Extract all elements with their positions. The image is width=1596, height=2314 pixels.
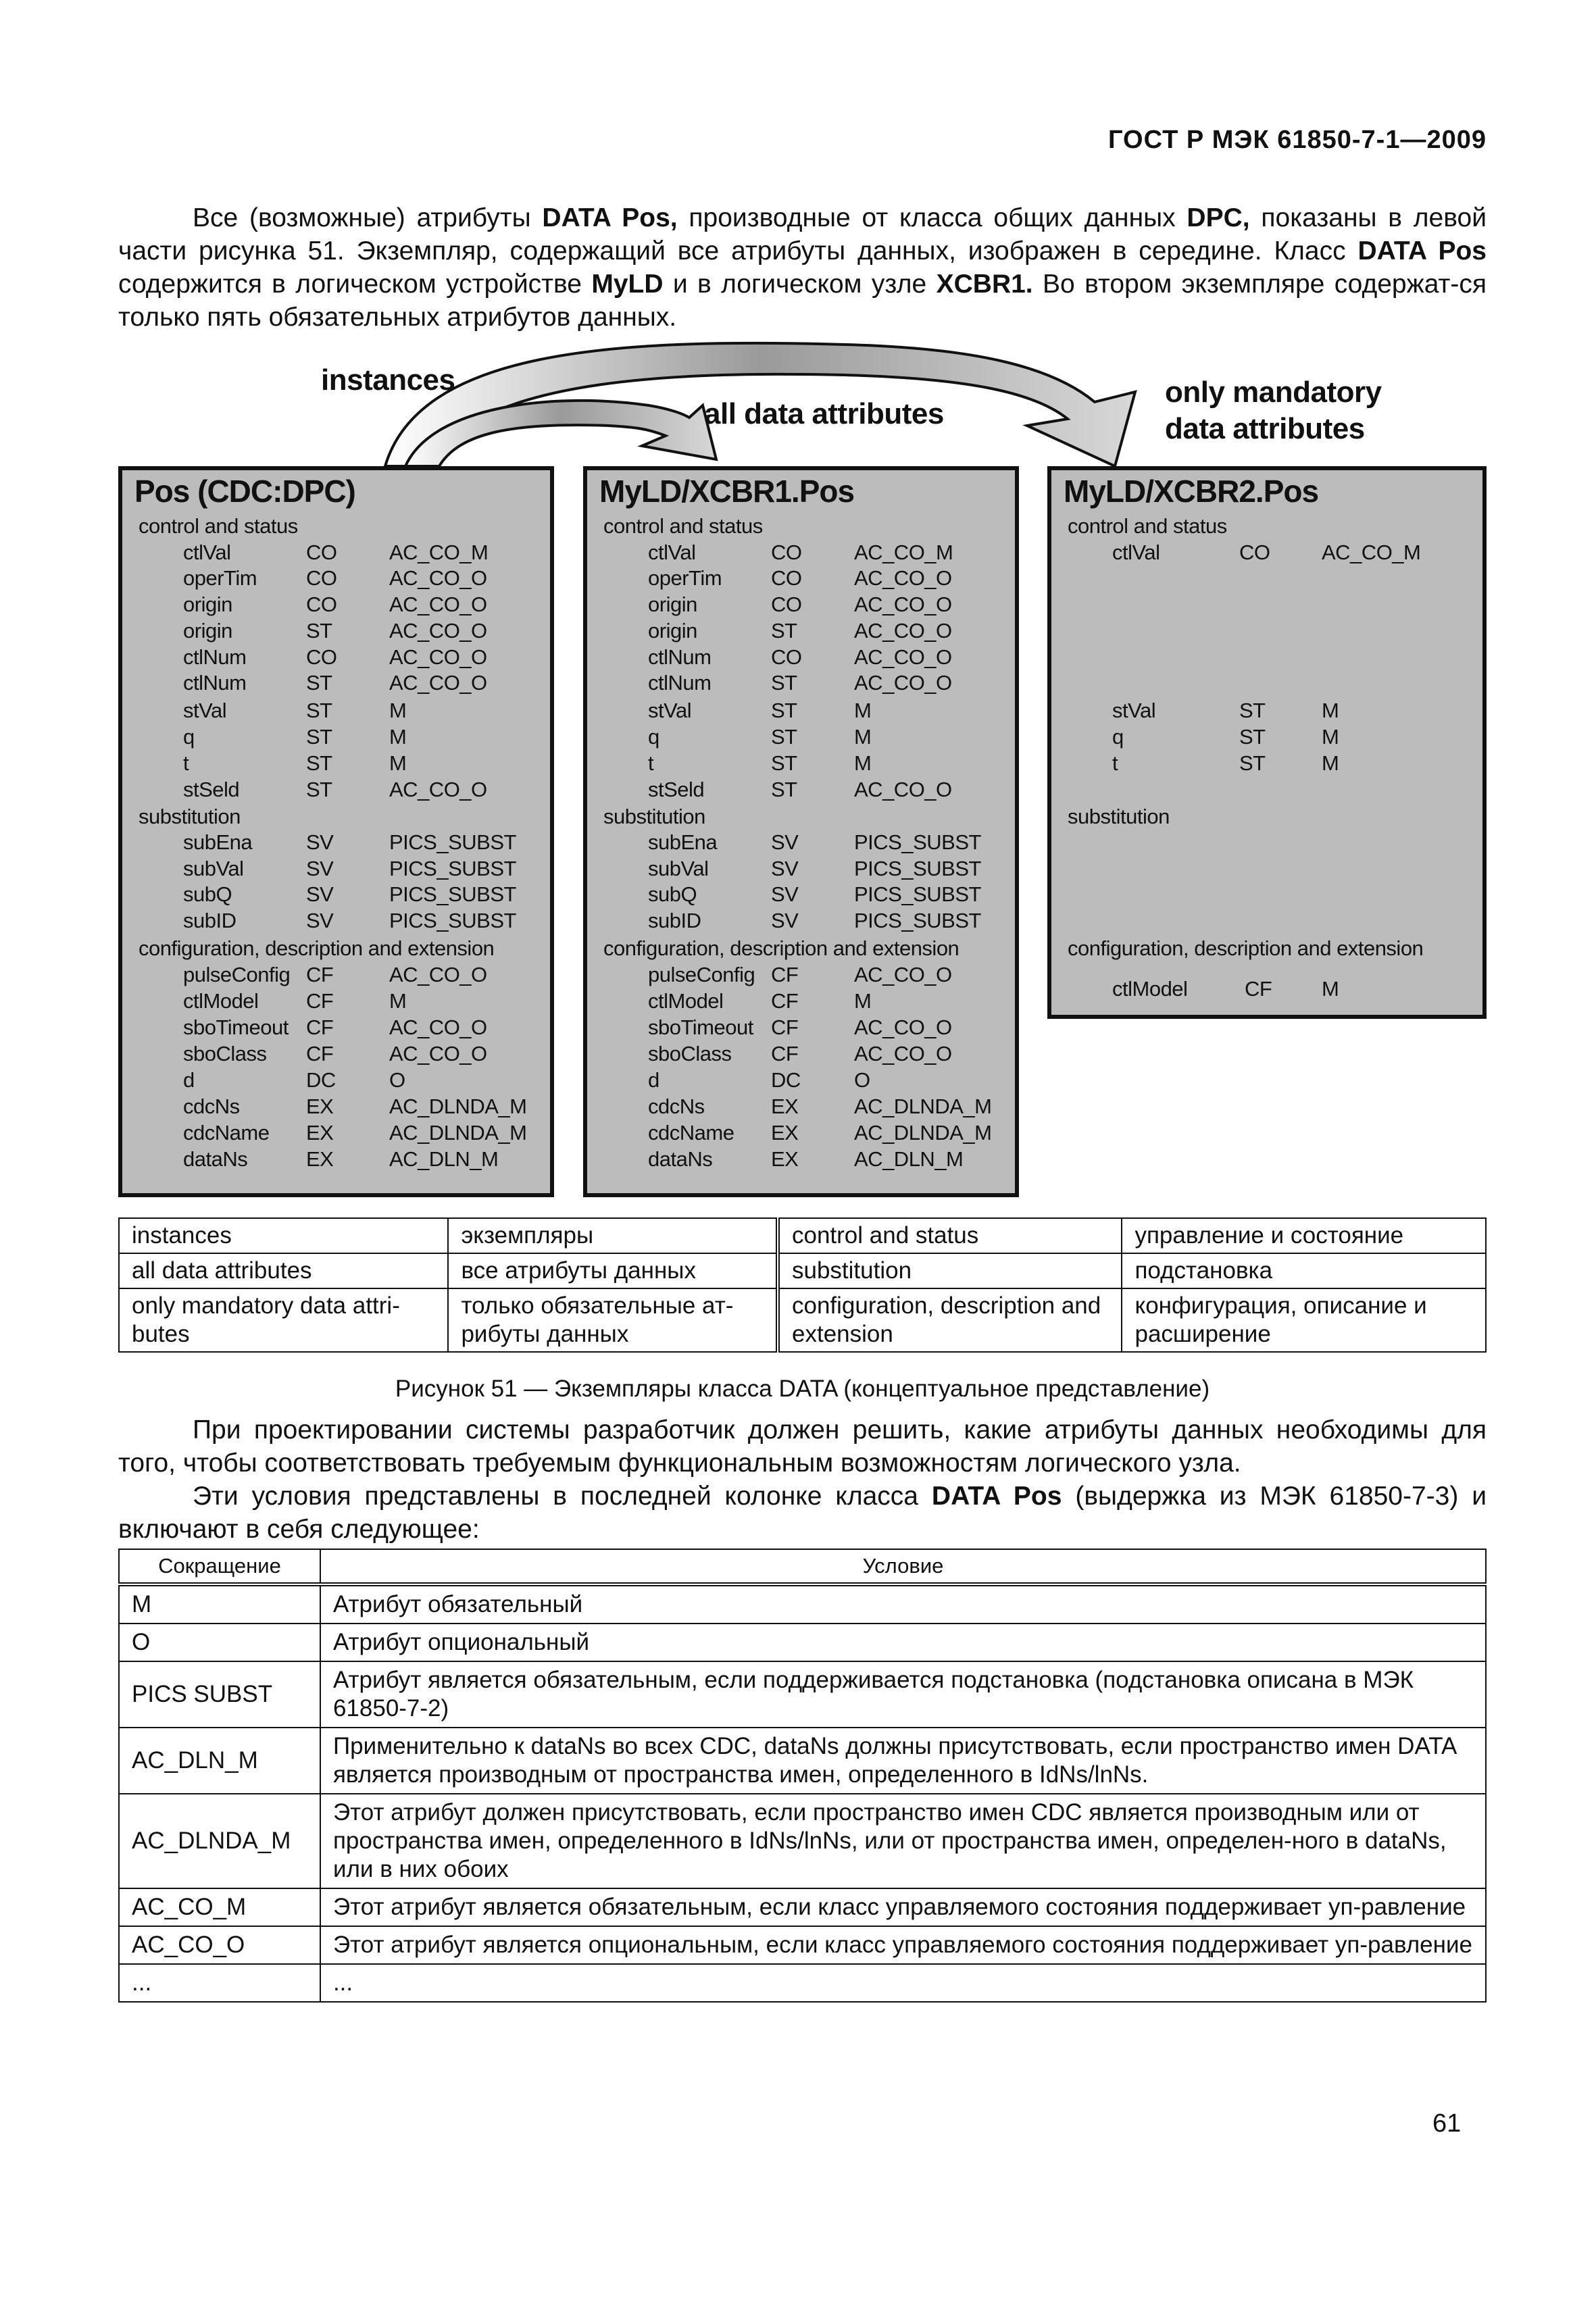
condition-abbreviation: AC_DLN_M <box>119 1728 320 1794</box>
legend-cell: configuration, description and extension <box>778 1288 1122 1352</box>
column-header-condition: Условие <box>320 1549 1486 1584</box>
attribute-row: cdcNs EX AC_DLNDA_M <box>183 1095 527 1118</box>
legend-cell: все атрибуты данных <box>448 1253 778 1288</box>
attribute-row: subQ SV PICS_SUBST <box>183 882 516 906</box>
attribute-row: stSeld ST AC_CO_O <box>648 778 952 801</box>
column-header-abbreviation: Сокращение <box>119 1549 320 1584</box>
attribute-row: q ST M <box>1112 725 1339 749</box>
page-number: 61 <box>1432 2109 1462 2138</box>
condition-text: Применительно к dataNs во всех CDC, dataNs должны присутствовать, если пространство имен DATA является производным от пространства имен, определенного в IdNs/lnNs. <box>320 1728 1486 1794</box>
section-configuration: configuration, description and extension <box>1068 936 1424 960</box>
attribute-row: origin CO AC_CO_O <box>648 593 952 616</box>
attribute-row: origin CO AC_CO_O <box>183 593 487 616</box>
attribute-row: stSeld ST AC_CO_O <box>183 778 487 801</box>
legend-cell: управление и состояние <box>1122 1218 1486 1253</box>
condition-abbreviation: AC_CO_M <box>119 1888 320 1926</box>
condition-text: Этот атрибут является обязательным, если класс управляемого состояния поддерживает уп-равление <box>320 1888 1486 1926</box>
section-configuration: configuration, description and extension <box>603 936 959 960</box>
attribute-row: t ST M <box>648 751 872 775</box>
attribute-row: ctlVal CO AC_CO_M <box>648 540 953 564</box>
condition-row <box>119 1661 1486 1728</box>
condition-abbreviation: PICS SUBST <box>119 1661 320 1728</box>
attribute-row: pulseConfig CF AC_CO_O <box>648 963 952 986</box>
box-pos-cdc-dpc <box>118 466 554 1197</box>
condition-row <box>119 1584 1486 1624</box>
box-title: MyLD/XCBR2.Pos <box>1064 474 1319 509</box>
attribute-row: d DC O <box>648 1068 870 1092</box>
paragraph-conditions: Эти условия представлены в последней колонке класса DATA Pos (выдержка из МЭК 61850-7-3) и включают в себя следующее: <box>118 1482 1487 1544</box>
label-only-mandatory-1: only mandatory <box>1165 376 1382 409</box>
paragraph-design: При проектировании системы разработчик должен решить, какие атрибуты данных необходимы для того, чтобы соответствовать требуемым функциональным возможностям логического узла. <box>118 1415 1487 1478</box>
legend-cell: экземпляры <box>448 1218 778 1253</box>
condition-abbreviation: O <box>119 1624 320 1661</box>
label-only-mandatory-2: data attributes <box>1165 412 1365 445</box>
attribute-row: t ST M <box>183 751 407 775</box>
attribute-row: subID SV PICS_SUBST <box>183 909 516 932</box>
attribute-row: ctlVal CO AC_CO_M <box>1112 540 1421 564</box>
condition-abbreviation: AC_CO_O <box>119 1926 320 1964</box>
condition-row <box>119 1964 1486 2002</box>
attribute-row: subQ SV PICS_SUBST <box>648 882 981 906</box>
legend-cell: подстановка <box>1122 1253 1486 1288</box>
attribute-row: subEna SV PICS_SUBST <box>183 830 516 854</box>
legend-cell: только обязательные ат-рибуты данных <box>448 1288 778 1352</box>
attribute-row: operTim CO AC_CO_O <box>648 566 952 590</box>
attribute-row: operTim CO AC_CO_O <box>183 566 487 590</box>
condition-row <box>119 1728 1486 1794</box>
condition-abbreviation: ... <box>119 1964 320 2002</box>
attribute-row: ctlModel CF M <box>1112 977 1339 1001</box>
condition-row <box>119 1926 1486 1964</box>
attribute-row: sboClass CF AC_CO_O <box>648 1042 952 1065</box>
box-title: Pos (CDC:DPC) <box>134 474 355 509</box>
attribute-row: origin ST AC_CO_O <box>183 619 487 643</box>
attribute-row: ctlModel CF M <box>183 989 407 1013</box>
section-control-status: control and status <box>139 514 298 538</box>
conditions-table <box>118 1549 1487 2003</box>
attribute-row: ctlVal CO AC_CO_M <box>183 540 489 564</box>
attribute-row: ctlModel CF M <box>648 989 872 1013</box>
attribute-row: stVal ST M <box>1112 699 1339 722</box>
attribute-row: ctlNum ST AC_CO_O <box>648 671 952 695</box>
section-control-status: control and status <box>603 514 763 538</box>
figure-caption: Рисунок 51 — Экземпляры класса DATA (концептуальное представление) <box>395 1376 1210 1402</box>
document-header: ГОСТ Р МЭК 61850-7-1—2009 <box>1108 126 1487 154</box>
legend-row <box>119 1288 1486 1352</box>
attribute-row: ctlNum CO AC_CO_O <box>648 645 952 669</box>
attribute-row: ctlNum ST AC_CO_O <box>183 671 487 695</box>
box-myld-xcbr1-pos <box>583 466 1019 1197</box>
attribute-row: subEna SV PICS_SUBST <box>648 830 981 854</box>
legend-cell: instances <box>119 1218 448 1253</box>
attribute-row: subVal SV PICS_SUBST <box>183 857 516 880</box>
legend-table <box>118 1217 1487 1353</box>
attribute-row: stVal ST M <box>183 699 407 722</box>
attribute-row: d DC O <box>183 1068 405 1092</box>
legend-row <box>119 1218 1486 1253</box>
attribute-row: ctlNum CO AC_CO_O <box>183 645 487 669</box>
box-myld-xcbr2-pos <box>1047 466 1487 1019</box>
condition-text: ... <box>320 1964 1486 2002</box>
legend-cell: only mandatory data attri-butes <box>119 1288 448 1352</box>
attribute-row: dataNs EX AC_DLN_M <box>648 1147 964 1171</box>
label-instances: instances <box>321 363 455 397</box>
attribute-row: pulseConfig CF AC_CO_O <box>183 963 487 986</box>
section-substitution: substitution <box>139 805 241 828</box>
condition-row <box>119 1794 1486 1888</box>
section-control-status: control and status <box>1068 514 1227 538</box>
attribute-row: subVal SV PICS_SUBST <box>648 857 981 880</box>
attribute-row: subID SV PICS_SUBST <box>648 909 981 932</box>
attribute-row: cdcNs EX AC_DLNDA_M <box>648 1095 992 1118</box>
intro-paragraph: Все (возможные) атрибуты DATA Pos, производные от класса общих данных DPC, показаны в левой части рисунка 51. Экземпляр, содержащий все атрибуты данных, изображен в середине. Класс DATA Pos содержится в логическом устройстве MyLD и в логическом узле XCBR1. Во втором экземпляре содержат-ся только пять обязательных атрибутов данных. <box>118 203 1487 332</box>
attribute-row: q ST M <box>183 725 407 749</box>
attribute-row: sboClass CF AC_CO_O <box>183 1042 487 1065</box>
attribute-row: sboTimeout CF AC_CO_O <box>183 1015 487 1039</box>
attribute-row: q ST M <box>648 725 872 749</box>
section-substitution: substitution <box>1068 805 1170 828</box>
section-configuration: configuration, description and extension <box>139 936 495 960</box>
box-title: MyLD/XCBR1.Pos <box>599 474 855 509</box>
section-substitution: substitution <box>603 805 705 828</box>
condition-text: Атрибут обязательный <box>320 1584 1486 1624</box>
attribute-row: sboTimeout CF AC_CO_O <box>648 1015 952 1039</box>
attribute-row: origin ST AC_CO_O <box>648 619 952 643</box>
label-all-data-attributes: all data attributes <box>704 397 944 430</box>
condition-row <box>119 1888 1486 1926</box>
attribute-row: t ST M <box>1112 751 1339 775</box>
legend-cell: all data attributes <box>119 1253 448 1288</box>
condition-text: Атрибут опциональный <box>320 1624 1486 1661</box>
legend-cell: конфигурация, описание и расширение <box>1122 1288 1486 1352</box>
legend-cell: control and status <box>778 1218 1122 1253</box>
attribute-row: cdcName EX AC_DLNDA_M <box>648 1121 992 1145</box>
condition-abbreviation: M <box>119 1584 320 1624</box>
condition-text: Этот атрибут является опциональным, если класс управляемого состояния поддерживает уп-равление <box>320 1926 1486 1964</box>
condition-text: Этот атрибут должен присутствовать, если пространство имен CDC является производным или от пространства имен, определенного в IdNs/lnNs, или от пространства имен, определен-ного в dataNs, или в них обоих <box>320 1794 1486 1888</box>
condition-abbreviation: AC_DLNDA_M <box>119 1794 320 1888</box>
legend-cell: substitution <box>778 1253 1122 1288</box>
condition-text: Атрибут является обязательным, если поддерживается подстановка (подстановка описана в МЭК 61850-7-2) <box>320 1661 1486 1728</box>
condition-row <box>119 1624 1486 1661</box>
legend-row <box>119 1253 1486 1288</box>
attribute-row: dataNs EX AC_DLN_M <box>183 1147 499 1171</box>
attribute-row: cdcName EX AC_DLNDA_M <box>183 1121 527 1145</box>
attribute-row: stVal ST M <box>648 699 872 722</box>
